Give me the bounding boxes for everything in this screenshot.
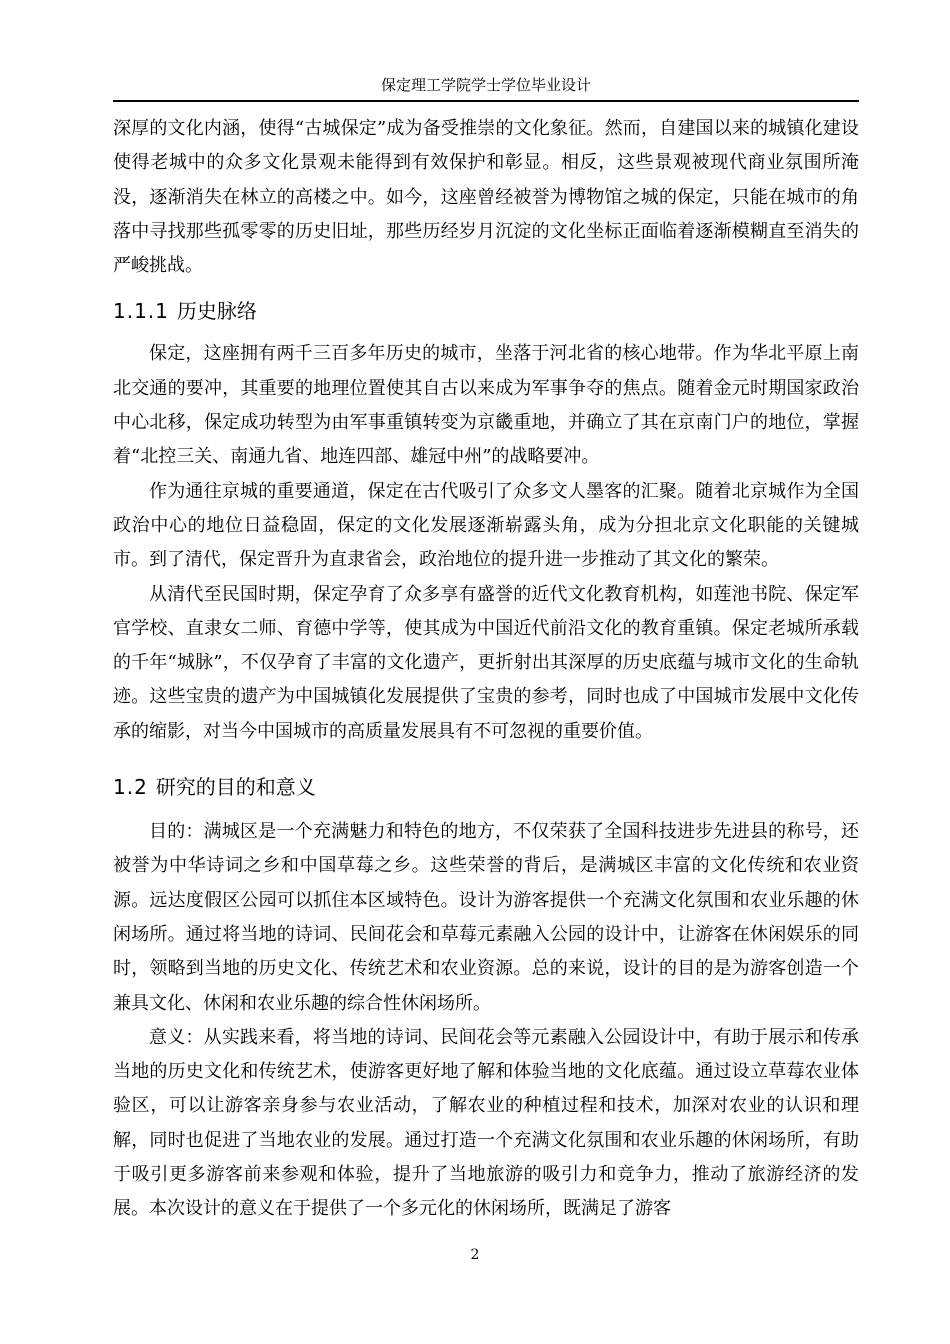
section-number: 1.1.1 <box>113 299 169 324</box>
document-body <box>113 112 859 1227</box>
header-divider <box>113 100 859 102</box>
section-number: 1.2 <box>113 775 148 800</box>
section-title: 历史脉络 <box>176 299 257 324</box>
section-title: 研究的目的和意义 <box>155 775 316 800</box>
body-paragraph: 保定，这座拥有两千三百多年历史的城市，坐落于河北省的核心地带。作为华北平原上南北交通的要冲，其重要的地理位置使其自古以来成为军事争夺的焦点。随着金元时期国家政治中心北移，保定成功转型为由军事重镇转变为京畿重地，并确立了其在京南门户的地位，掌握着“北控三关、南通九省、地连四部、雄冠中州”的战略要冲。 <box>113 343 859 468</box>
section-heading-1-1-1 <box>113 294 859 328</box>
body-paragraph: 从清代至民国时期，保定孕育了众多享有盛誉的近代文化教育机构，如莲池书院、保定军官学校、直隶女二师、育德中学等，使其成为中国近代前沿文化的教育重镇。保定老城所承载的千年“城脉”，不仅孕育了丰富的文化遗产，更折射出其深厚的历史底蕴与城市文化的生命轨迹。这些宝贵的遗产为中国城镇化发展提供了宝贵的参考，同时也成了中国城市发展中文化传承的缩影，对当今中国城市的高质量发展具有不可忽视的重要价值。 <box>113 583 859 742</box>
body-paragraph: 作为通往京城的重要通道，保定在古代吸引了众多文人墨客的汇聚。随着北京城作为全国政治中心的地位日益稳固，保定的文化发展逐渐崭露头角，成为分担北京文化职能的关键城市。到了清代，保定晋升为直隶省会，政治地位的提升进一步推动了其文化的繁荣。 <box>113 480 859 571</box>
body-paragraph: 深厚的文化内涵，使得“古城保定”成为备受推崇的文化象征。然而，自建国以来的城镇化建设使得老城中的众多文化景观未能得到有效保护和彰显。相反，这些景观被现代商业氛围所淹没，逐渐消失在林立的高楼之中。如今，这座曾经被誉为博物馆之城的保定，只能在城市的角落中寻找那些孤零零的历史旧址，那些历经岁月沉淀的文化坐标正面临着逐渐模糊直至消失的严峻挑战。 <box>113 118 859 277</box>
body-paragraph: 目的：满城区是一个充满魅力和特色的地方，不仅荣获了全国科技进步先进县的称号，还被誉为中华诗词之乡和中国草莓之乡。这些荣誉的背后，是满城区丰富的文化传统和农业资源。远达度假区公园可以抓住本区域特色。设计为游客提供一个充满文化氛围和农业乐趣的休闲场所。通过将当地的诗词、民间花会和草莓元素融入公园的设计中，让游客在休闲娱乐的同时，领略到当地的历史文化、传统艺术和农业资源。总的来说，设计的目的是为游客创造一个兼具文化、休闲和农业乐趣的综合性休闲场所。 <box>113 821 859 1014</box>
section-heading-1-2 <box>113 770 859 804</box>
page-number: 2 <box>470 1247 480 1263</box>
body-paragraph: 意义：从实践来看，将当地的诗词、民间花会等元素融入公园设计中，有助于展示和传承当地的历史文化和传统艺术，使游客更好地了解和体验当地的文化底蕴。通过设立草莓农业体验区，可以让游客亲身参与农业活动，了解农业的种植过程和技术，加深对农业的认识和理解，同时也促进了当地农业的发展。通过打造一个充满文化氛围和农业乐趣的休闲场所，有助于吸引更多游客前来参观和体验，提升了当地旅游的吸引力和竞争力，推动了旅游经济的发展。本次设计的意义在于提供了一个多元化的休闲场所，既满足了游客 <box>113 1026 859 1220</box>
running-header: 保定理工学院学士学位毕业设计 <box>380 76 591 94</box>
